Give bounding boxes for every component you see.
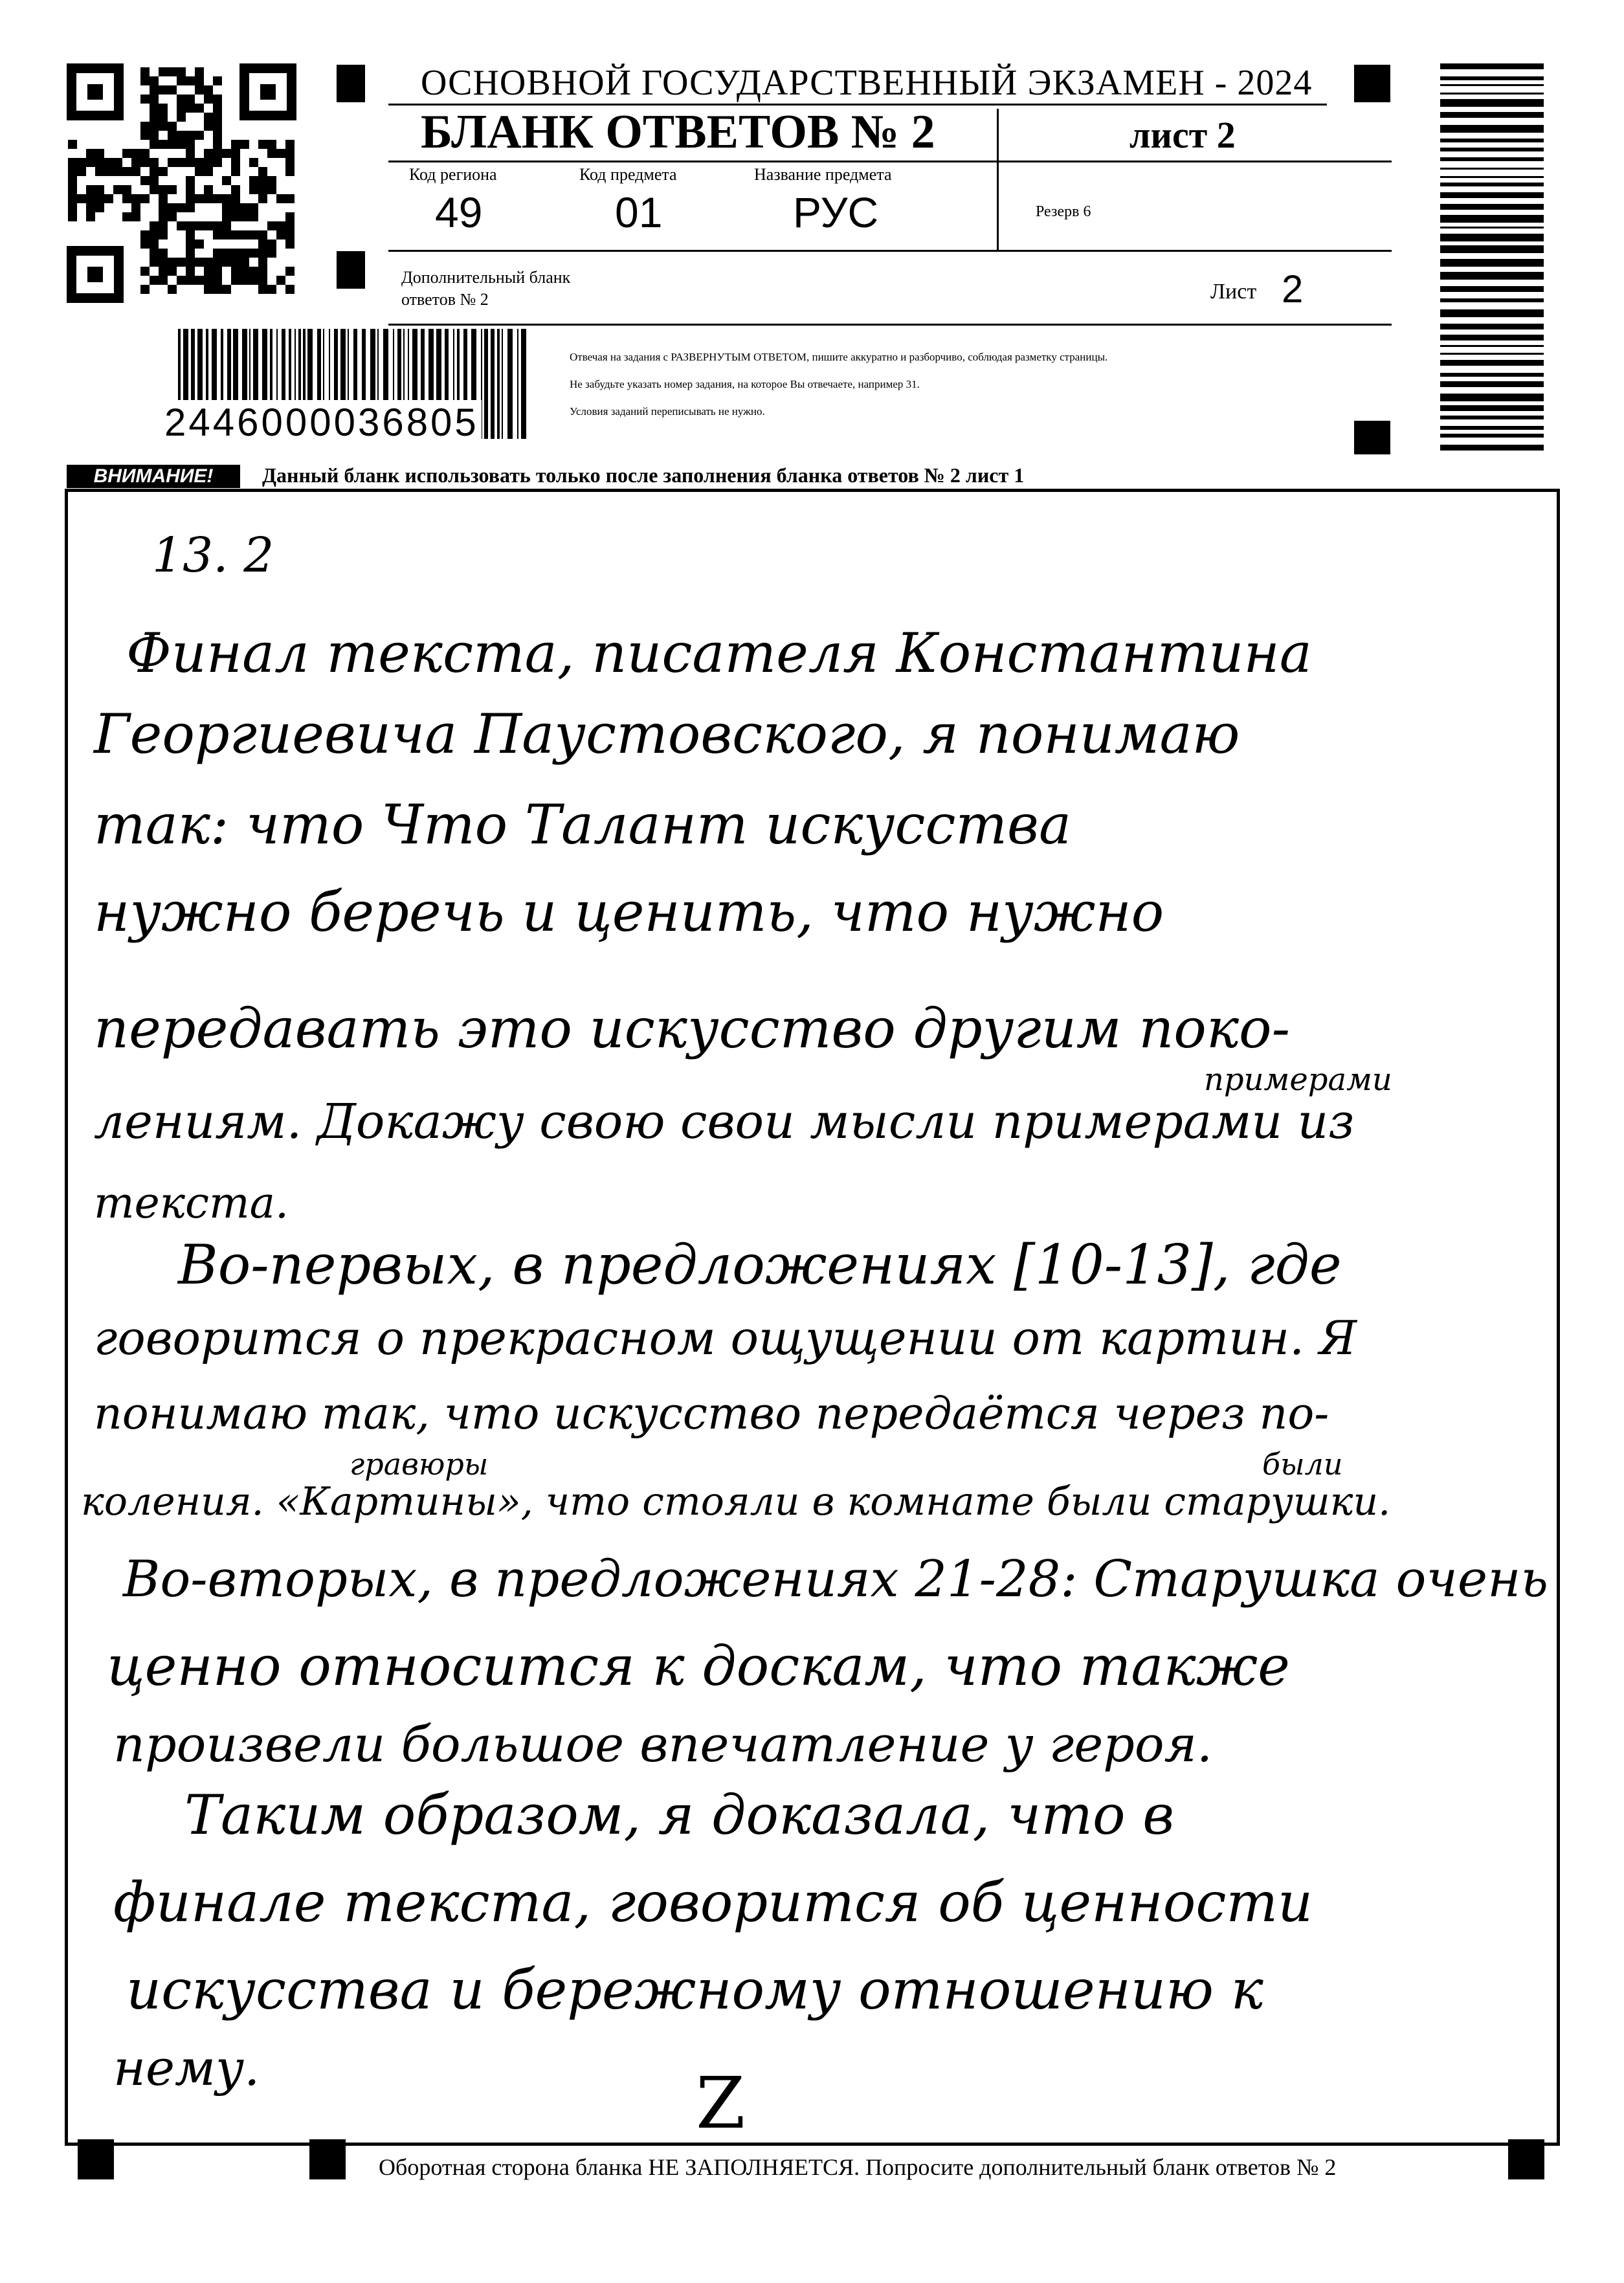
answer-line: нему. [113, 2039, 260, 2097]
alignment-marker [337, 65, 365, 102]
sheet-number: 2 [1282, 267, 1304, 311]
end-mark: Z [696, 2062, 746, 2144]
divider [388, 161, 1392, 162]
divider [388, 250, 1392, 252]
alignment-marker [1354, 421, 1390, 454]
qr-code [67, 63, 296, 303]
subject-code-label: Код предмета [579, 165, 677, 184]
sheet-label: лист 2 [1129, 114, 1236, 156]
answer-line: Георгиевича Паустовского, я понимаю [94, 702, 1240, 766]
instruction-line: Отвечая на задания с РАЗВЕРНУТЫМ ОТВЕТОМ, пишите аккуратно и разборчиво, соблюдая разметку страницы. [570, 351, 1108, 363]
answer-line: нужно беречь и ценить, что нужно [94, 880, 1164, 944]
answer-line: произвели большое впечатление у героя. [113, 1715, 1213, 1773]
side-barcode [1440, 63, 1544, 452]
warning-text: Данный бланк использовать только после заполнения бланка ответов № 2 лист 1 [262, 463, 1025, 487]
answer-line: финале текста, говорится об ценности [113, 1871, 1313, 1934]
warning-badge: ВНИМАНИЕ! [67, 465, 240, 488]
reserve-field: Резерв 6 [1036, 203, 1091, 220]
sheet-number-label: Лист [1210, 280, 1257, 304]
region-code: 49 [435, 188, 483, 236]
instruction-line: Не забудьте указать номер задания, на которое Вы отвечаете, например 31. [570, 378, 920, 390]
subject-code: 01 [615, 188, 663, 236]
subject-name: РУС [793, 188, 879, 236]
divider [388, 324, 1392, 326]
form-title: БЛАНК ОТВЕТОВ № 2 [421, 106, 935, 159]
answer-line: Таким образом, я доказала, что в [184, 1783, 1175, 1847]
answer-line: говорится о прекрасном ощущении от картин. Я [94, 1311, 1357, 1365]
additional-form-label: Дополнительный бланк ответов № 2 [401, 268, 571, 309]
answer-line: Финал текста, писателя Константина [126, 621, 1312, 685]
alignment-marker [337, 251, 365, 289]
instruction-line: Условия заданий переписывать не нужно. [570, 405, 765, 418]
answer-line: ценно относится к доскам, что также [107, 1634, 1290, 1698]
answer-line: Во-вторых, в предложениях 21-28: Старушка очень [123, 1550, 1548, 1609]
insertion: были [1262, 1447, 1343, 1482]
region-code-label: Код региона [409, 165, 497, 184]
answer-line: искусства и бережному отношению к [126, 1958, 1263, 2021]
divider [997, 109, 999, 250]
answer-line: понимаю так, что искусство передаётся через по- [94, 1388, 1329, 1440]
insertion: примерами [1204, 1062, 1392, 1098]
answer-line: коления. «Картины», что стояли в комнате были старушки. [81, 1479, 1391, 1524]
barcode-number: 2446000036805 [162, 400, 482, 445]
answer-line: так: что Что Талант искусства [94, 793, 1072, 856]
answer-line: передавать это искусство другим поко- [94, 997, 1290, 1060]
insertion: гравюры [350, 1447, 489, 1482]
answer-line: Во-первых, в предложениях [10-13], где [178, 1233, 1342, 1297]
exam-title: ОСНОВНОЙ ГОСУДАРСТВЕННЫЙ ЭКЗАМЕН - 2024 [421, 63, 1313, 103]
answer-line: лениям. Докажу свою свои мысли примерами из [94, 1094, 1355, 1150]
alignment-marker [1354, 65, 1390, 102]
subject-name-label: Название предмета [754, 165, 892, 184]
answer-line: текста. [94, 1178, 289, 1228]
task-number: 13. 2 [152, 528, 274, 583]
footer-note: Оборотная сторона бланка НЕ ЗАПОЛНЯЕТСЯ. Попросите дополнительный бланк ответов № 2 [379, 2154, 1337, 2180]
